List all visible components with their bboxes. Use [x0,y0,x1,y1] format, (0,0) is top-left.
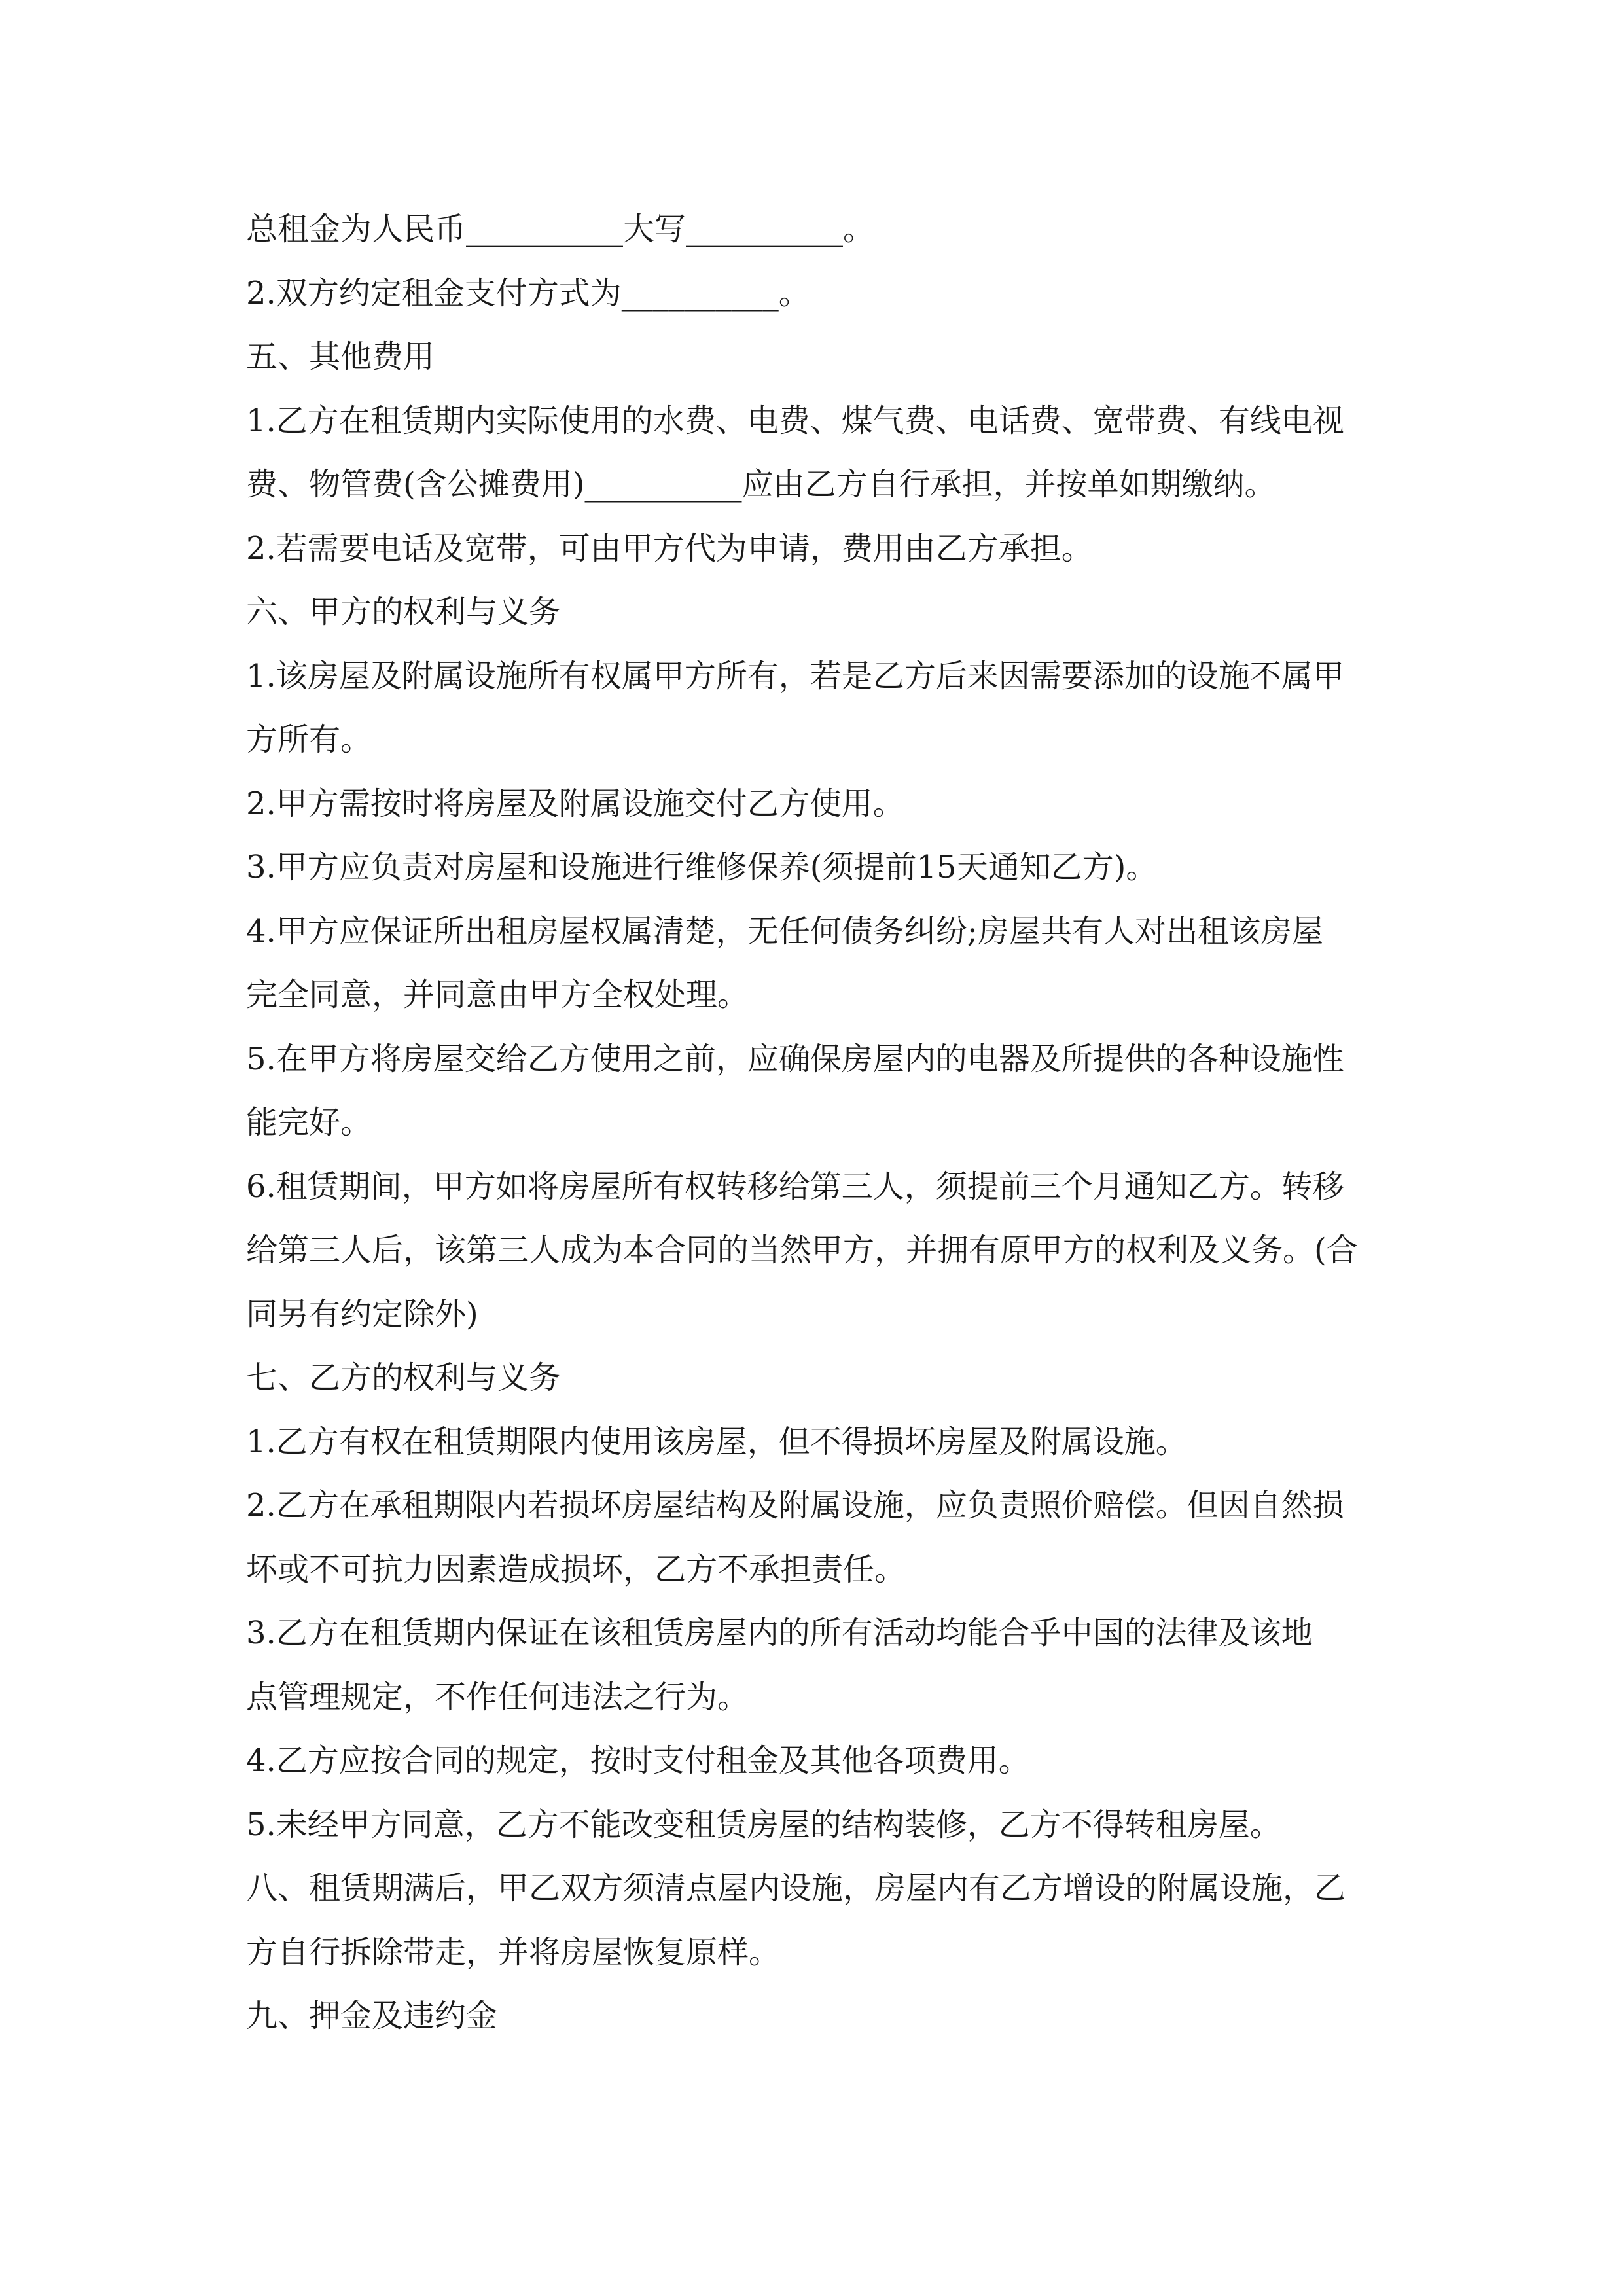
text-line: 点管理规定，不作任何违法之行为。 [246,1679,749,1715]
text-line: 能完好。 [246,1104,372,1141]
text-line: 完全同意，并同意由甲方全权处理。 [246,977,749,1013]
text-line: 5.在甲方将房屋交给乙方使用之前，应确保房屋内的电器及所提供的各种设施性 [246,1041,1344,1077]
section-heading: 七、乙方的权利与义务 [246,1359,561,1396]
text-line: 6.租赁期间，甲方如将房屋所有权转移给第三人，须提前三个月通知乙方。转移 [246,1168,1344,1205]
text-line: 2.双方约定租金支付方式为__________。 [246,275,810,312]
text-line: 同另有约定除外) [246,1296,478,1333]
text-line: 方自行拆除带走，并将房屋恢复原样。 [246,1934,781,1971]
text-line: 1.乙方在租赁期内实际使用的水费、电费、煤气费、电话费、宽带费、有线电视 [246,403,1344,439]
text-line: 3.乙方在租赁期内保证在该租赁房屋内的所有活动均能合乎中国的法律及该地 [246,1615,1313,1651]
text-line: 3.甲方应负责对房屋和设施进行维修保养(须提前15天通知乙方)。 [246,849,1158,886]
text-line: 4.乙方应按合同的规定，按时支付租金及其他各项费用。 [246,1742,1030,1779]
section-heading: 五、其他费用 [246,338,435,375]
text-line: 费、物管费(含公摊费用)__________应由乙方自行承担，并按单如期缴纳。 [246,466,1276,503]
section-heading: 九、押金及违约金 [246,1998,498,2034]
text-line: 1.乙方有权在租赁期限内使用该房屋，但不得损坏房屋及附属设施。 [246,1424,1187,1460]
text-line: 1.该房屋及附属设施所有权属甲方所有，若是乙方后来因需要添加的设施不属甲 [246,658,1344,694]
text-line: 5.未经甲方同意，乙方不能改变租赁房屋的结构装修，乙方不得转租房屋。 [246,1806,1281,1843]
text-line: 2.若需要电话及宽带，可由甲方代为申请，费用由乙方承担。 [246,530,1093,567]
text-line: 2.乙方在承租期限内若损坏房屋结构及附属设施，应负责照价赔偿。但因自然损 [246,1487,1344,1524]
text-line: 方所有。 [246,721,372,758]
text-line: 4.甲方应保证所出租房屋权属清楚，无任何债务纠纷;房屋共有人对出租该房屋 [246,913,1323,950]
text-line: 坏或不可抗力因素造成损坏，乙方不承担责任。 [246,1551,906,1588]
text-line: 2.甲方需按时将房屋及附属设施交付乙方使用。 [246,785,904,822]
text-line: 总租金为人民币__________大写__________。 [246,211,875,247]
section-heading: 八、租赁期满后，甲乙双方须清点屋内设施，房屋内有乙方增设的附属设施，乙 [246,1870,1346,1907]
section-heading: 六、甲方的权利与义务 [246,594,561,630]
text-line: 给第三人后，该第三人成为本合同的当然甲方，并拥有原甲方的权利及义务。(合 [246,1232,1358,1268]
